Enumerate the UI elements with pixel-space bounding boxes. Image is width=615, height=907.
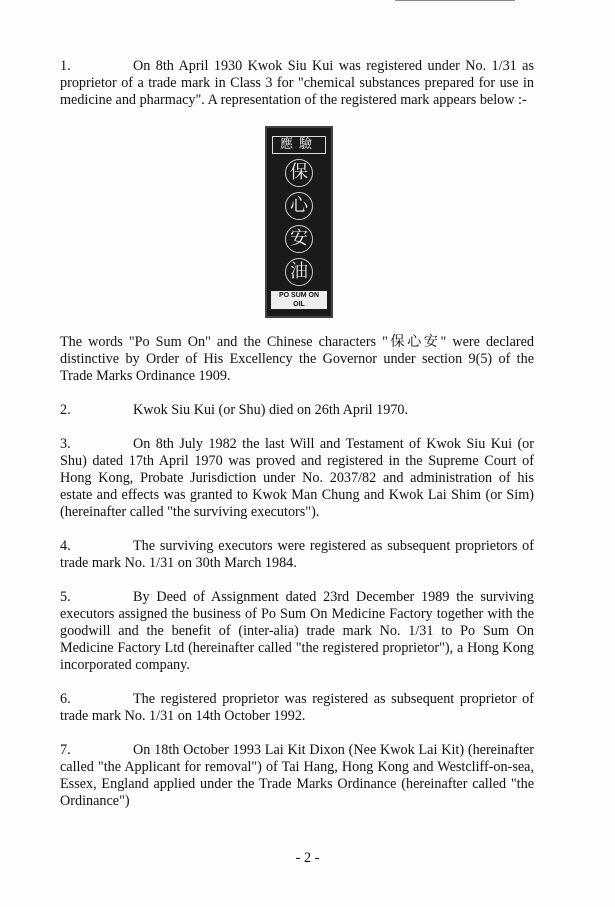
paragraph-3 xyxy=(60,436,534,521)
paragraph-number: 4. xyxy=(60,538,71,554)
paragraph-6 xyxy=(60,691,534,725)
paragraph-1 xyxy=(60,58,534,109)
paragraph-text: On 8th April 1930 Kwok Siu Kui was registered under No. 1/31 as proprietor of a trade mark in Class 3 for "chemical substances prepared for use in medicine and pharmacy". A representation of the registered mark appears below :- xyxy=(60,58,534,108)
registered-trade-mark-image xyxy=(265,126,333,318)
mark-char: 安 xyxy=(285,225,313,253)
paragraph-text: By Deed of Assignment dated 23rd December 1989 the surviving executors assigned the business of Po Sum On Medicine Factory together with the goodwill and the benefit of (inter-alia) trade mark No. 1/31 to Po Sum On Medicine Factory Ltd (hereinafter called "the registered proprietor"), a Hong Kong incorporated company. xyxy=(60,589,534,673)
paragraph-5 xyxy=(60,589,534,674)
paragraph-text: The surviving executors were registered as subsequent proprietors of trade mark No. 1/31 on 30th March 1984. xyxy=(60,538,534,571)
paragraph-number: 2. xyxy=(60,402,71,418)
paragraph-7 xyxy=(60,742,534,810)
mark-label-line2: OIL xyxy=(293,301,305,308)
mark-label-line1: PO SUM ON xyxy=(278,292,320,299)
paragraph-number: 7. xyxy=(60,742,71,758)
paragraph-text: On 18th October 1993 Lai Kit Dixon (Nee Kwok Lai Kit) (hereinafter called "the Applicant for removal") of Tai Hang, Hong Kong and Westcliff-on-sea, Essex, England applied under the Trade Marks Ordinance (hereinafter called "the Ordinance") xyxy=(60,742,534,809)
page-number: - 2 - xyxy=(295,850,320,866)
mark-top-text: 應驗 xyxy=(272,136,326,154)
paragraph-text: The registered proprietor was registered as subsequent proprietor of trade mark No. 1/31 on 14th October 1992. xyxy=(60,691,534,724)
mark-char: 油 xyxy=(285,258,313,286)
paragraph-number: 1. xyxy=(60,58,71,74)
mark-char: 心 xyxy=(285,192,313,220)
paragraph-number: 3. xyxy=(60,436,71,452)
paragraph-text: The words "Po Sum On" and the Chinese characters "保心安" were declared distinctive by Order of His Excellency the Governor under section 9(5) of the Trade Marks Ordinance 1909. xyxy=(60,334,534,384)
scan-edge-line xyxy=(395,0,515,1)
paragraph-distinctive xyxy=(60,334,534,385)
paragraph-4 xyxy=(60,538,534,572)
paragraph-number: 5. xyxy=(60,589,71,605)
paragraph-text: On 8th July 1982 the last Will and Testament of Kwok Siu Kui (or Shu) dated 17th April 1970 was proved and registered in the Supreme Court of Hong Kong, Probate Jurisdiction under No. 2037/82 and administration of his estate and effects was granted to Kwok Man Chung and Kwok Lai Shim (or Sim) (hereinafter called "the surviving executors"). xyxy=(60,436,534,520)
mark-label xyxy=(271,291,327,309)
paragraph-text: Kwok Siu Kui (or Shu) died on 26th April 1970. xyxy=(133,402,409,418)
paragraph-number: 6. xyxy=(60,691,71,707)
mark-char: 保 xyxy=(285,159,313,187)
paragraph-2 xyxy=(60,402,534,419)
